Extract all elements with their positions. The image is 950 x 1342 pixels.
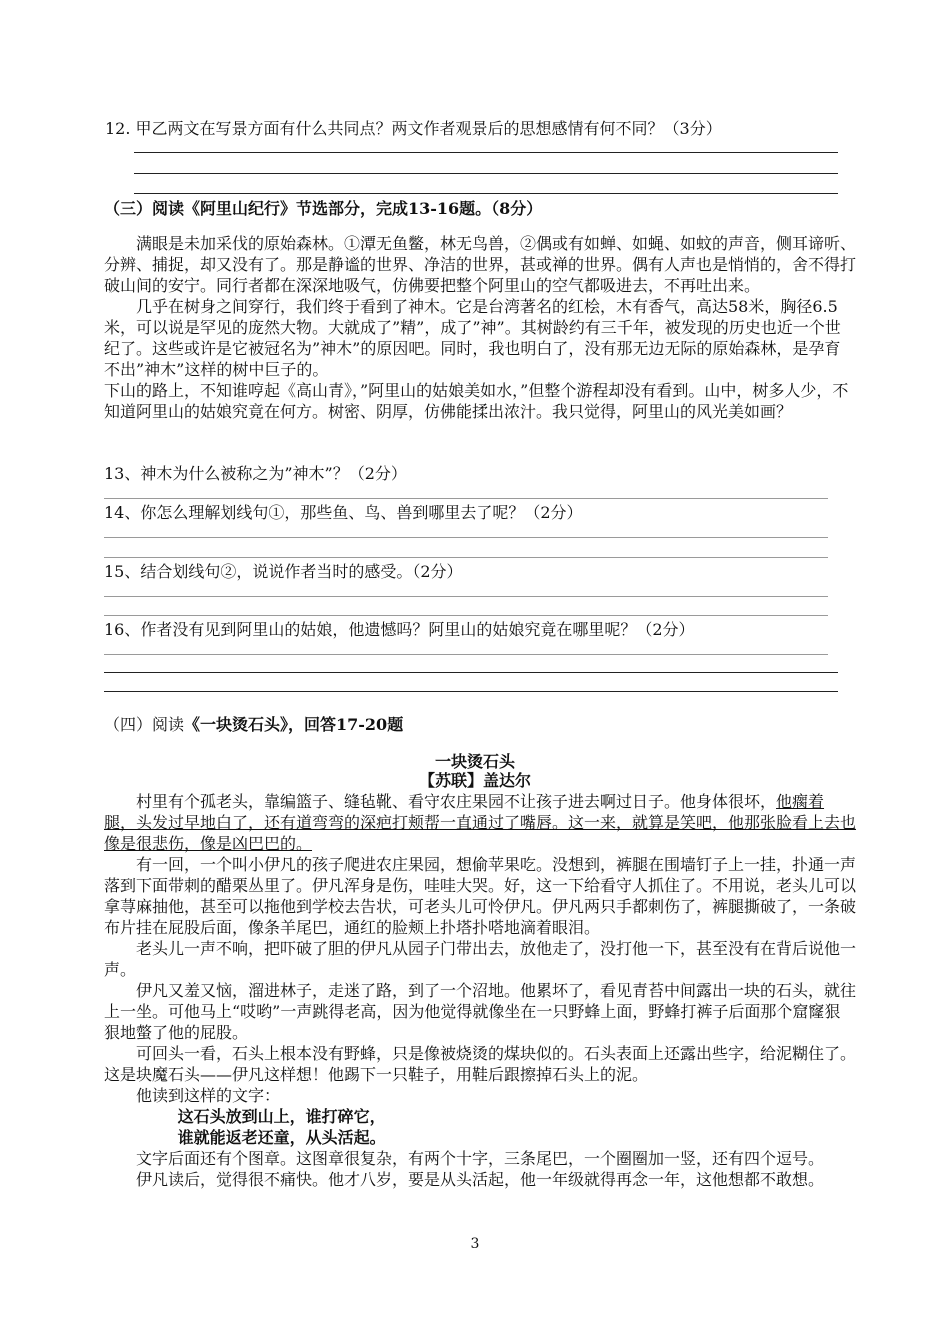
section-4-heading-title: 《一块烫石头》，回答17-20题	[184, 715, 404, 734]
passage-paragraph: 下山的路上，不知谁哼起《高山青》，”阿里山的姑娘美如水，”但整个游程却没有看到。山中，树多人少，不知道阿里山的姑娘究竟在何方。树密、阴厚，仿佛能揉出浓汁。我只觉得，阿里山的风光美如画？	[104, 381, 849, 421]
passage-paragraph: 满眼是未加采伐的原始森林。①潭无鱼鳖，林无鸟兽，②偶或有如蝉、如蝇、如蚊的声音，侧耳谛听、分辨、捕捉，却又没有了。那是静谧的世界、净洁的世界，甚或禅的世界。偶有人声也是悄悄的，舍不得打破山间的安宁。同行者都在深深地吸气，仿佛要把整个阿里山的空气都吸进去，不再吐出来。	[104, 234, 857, 295]
section-3-heading: （三）阅读《阿里山纪行》节选部分，完成13-16题。（8分）	[104, 199, 543, 218]
story-title: 一块烫石头	[434, 752, 515, 771]
story-p1-start: 村里有个孤老头，靠编篮子、缝毡靴、看守农庄果园不让孩子进去啊过日子。他身体很坏，	[136, 792, 777, 811]
passage-paragraph: 伊凡读后，觉得很不痛快。他才八岁，要是从头活起，他一年级就得再念一年，这他想都不敢想。	[136, 1170, 825, 1189]
answer-line	[104, 615, 828, 616]
question-16: 16、作者没有见到阿里山的姑娘，他遗憾吗？阿里山的姑娘究竟在哪里呢？（2分）	[104, 620, 695, 639]
question-15: 15、结合划线句②，说说作者当时的感受。（2分）	[104, 562, 463, 581]
section-4-heading	[104, 712, 403, 735]
passage-paragraph: 几乎在树身之间穿行，我们终于看到了神木。它是台湾著名的红桧，木有香气，高达58米，胸径6.5米，可以说是罕见的庞然大物。大就成了”精”，成了”神”。其树龄约有三千年，被发现的历史也近一个世纪了。这些或许是它被冠名为”神木”的原因吧。同时，我也明白了，没有那无边无际的原始森林，是孕育不出”神木”这样的树中巨子的。	[104, 297, 841, 379]
question-14: 14、你怎么理解划线句①，那些鱼、鸟、兽到哪里去了呢？（2分）	[104, 503, 583, 522]
answer-line	[134, 193, 838, 194]
passage-paragraph	[104, 791, 856, 854]
stone-inscription-line: 这石头放到山上，谁打碎它，	[177, 1107, 386, 1126]
answer-line	[104, 537, 828, 538]
passage-paragraph: 伊凡又羞又恼，溜进林子，走迷了路，到了一个沼地。他累坏了，看见青苔中间露出一块的石头，就往上一坐。可他马上“哎哟”一声跳得老高，因为他觉得就像坐在一只野蜂上面，野蜂打裤子后面那个窟窿狠狠地螫了他的屁股。	[104, 981, 857, 1042]
question-12: 12. 甲乙两文在写景方面有什么共同点？两文作者观景后的思想感情有何不同？（3分）	[105, 119, 722, 138]
question-13: 13、神木为什么被称之为”神木”？（2分）	[104, 464, 407, 483]
passage-paragraph: 文字后面还有个图章。这图章很复杂，有两个十字，三条尾巴，一个圈圈加一竖，还有四个逗号。	[136, 1149, 825, 1168]
underlined-sentence: 他瘸着腿，头发过早地白了，还有道弯弯的深疤打颊帮一直通过了嘴唇。这一来，就算是笑吧，他那张脸看上去也像是很悲伤，像是凶巴巴的。	[104, 792, 857, 853]
passage-paragraph: 有一回，一个叫小伊凡的孩子爬进农庄果园，想偷苹果吃。没想到，裤腿在围墙钉子上一挂，扑通一声落到下面带刺的醋栗丛里了。伊凡浑身是伤，哇哇大哭。好，这一下给看守人抓住了。不用说，老头儿可以拿荨麻抽他，甚至可以拖他到学校去告状，可老头儿可怜伊凡。伊凡两只手都刺伤了，裤腿撕破了，一条破布片挂在屁股后面，像条羊尾巴，通红的脸颊上扑塔扑嗒地滴着眼泪。	[104, 855, 857, 937]
page-number: 3	[470, 1236, 480, 1252]
answer-line	[104, 557, 828, 558]
answer-line	[104, 498, 828, 499]
answer-line	[104, 654, 828, 655]
stone-inscription-line: 谁就能返老还童，从头活起。	[177, 1128, 386, 1147]
passage-paragraph: 可回头一看，石头上根本没有野蜂，只是像被烧烫的煤块似的。石头表面上还露出些字，给泥糊住了。这是块魔石头——伊凡这样想！他踢下一只鞋子，用鞋后跟擦掉石头上的泥。	[104, 1044, 857, 1084]
answer-line	[104, 596, 828, 597]
answer-line	[104, 672, 838, 673]
section-3-passage	[104, 233, 856, 422]
answer-line	[134, 152, 838, 153]
story-passage	[104, 791, 856, 1190]
passage-paragraph: 老头儿一声不响，把吓破了胆的伊凡从园子门带出去，放他走了，没打他一下，甚至没有在背后说他一声。	[104, 939, 857, 979]
answer-line	[134, 173, 838, 174]
passage-paragraph: 他读到这样的文字：	[136, 1086, 281, 1105]
answer-line	[104, 691, 838, 692]
section-4-heading-prefix: （四）阅读	[104, 715, 185, 734]
story-author: 【苏联】盖达尔	[418, 771, 531, 790]
